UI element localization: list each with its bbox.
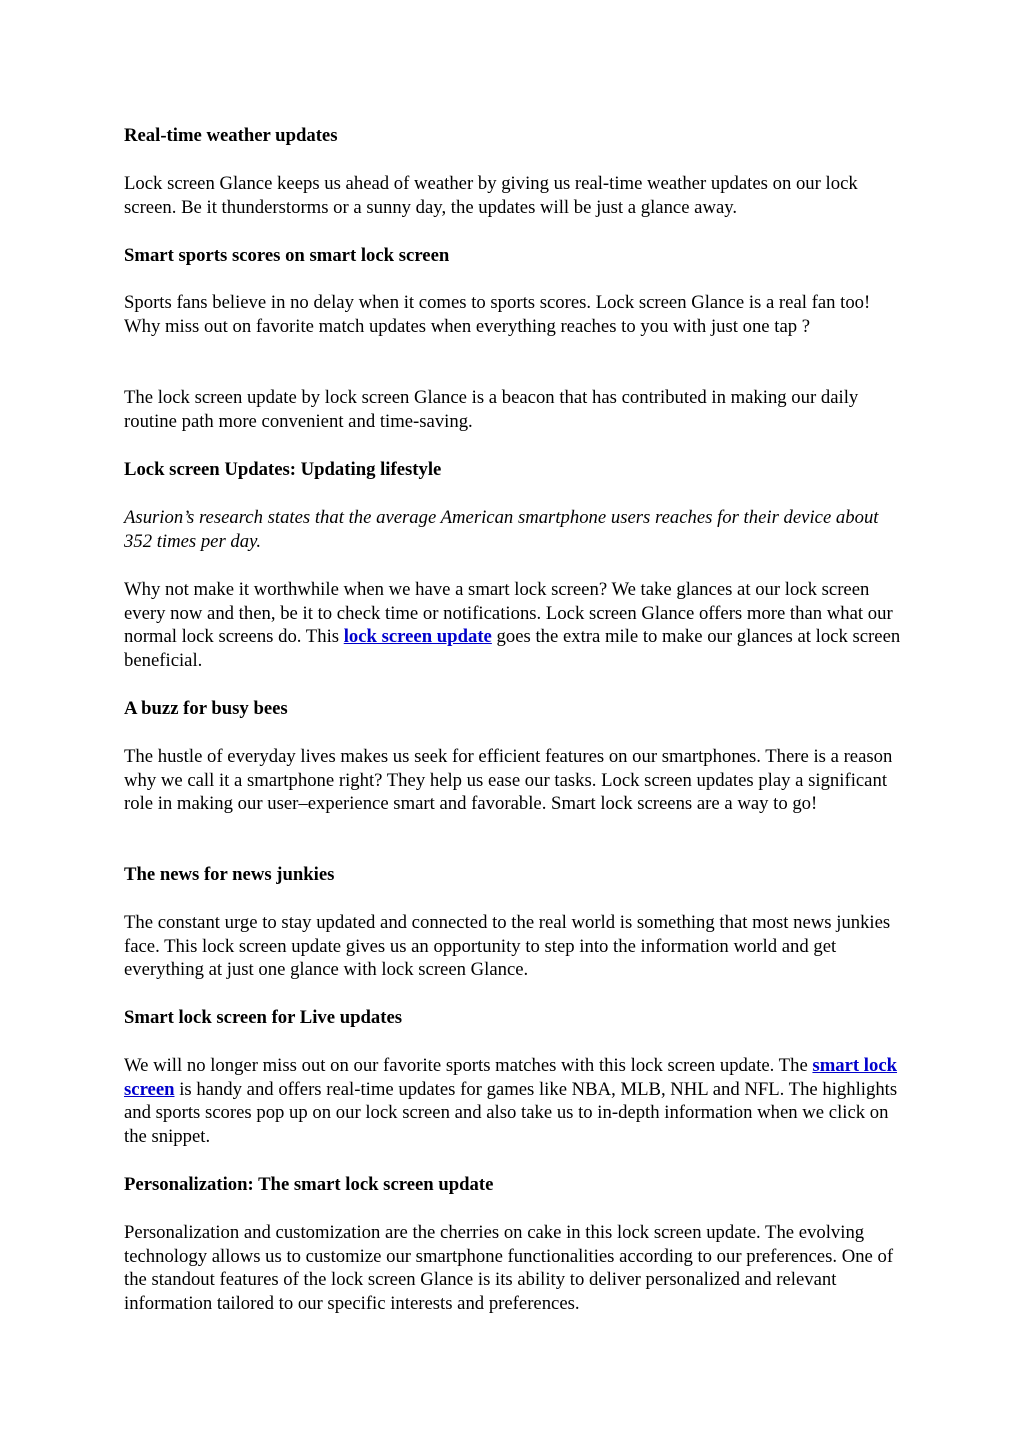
lock-screen-update-link[interactable]: lock screen update — [343, 626, 492, 648]
paragraph-personalization: Personalization and customization are the cherries on cake in this lock screen update. The evolving technology allows us to customize our smartphone functionalities according to our preferences. One of the standout features of the lock screen Glance is its ability to deliver personalized and relevant information tailored to our specific interests and preferences. — [124, 1222, 894, 1315]
paragraph-lifestyle-text-after: goes the extra mile to make our glances at lock screen beneficial. — [124, 626, 901, 672]
heading-lifestyle: Lock screen Updates: Updating lifestyle — [124, 459, 442, 480]
paragraph-live-text-before: We will no longer miss out on our favorite sports matches with this lock screen update. The — [124, 1055, 813, 1076]
paragraph-weather: Lock screen Glance keeps us ahead of weather by giving us real-time weather updates on our lock screen. Be it thunderstorms or a sunny day, the updates will be just a glance away. — [124, 173, 858, 218]
paragraph-sports-1: Sports fans believe in no delay when it comes to sports scores. Lock screen Glance is a real fan too! Why miss out on favorite match updates when everything reaches to you with just one tap ? — [124, 292, 871, 337]
smart-lock-screen-link[interactable]: smart lock screen — [124, 1055, 898, 1100]
heading-sports: Smart sports scores on smart lock screen — [124, 245, 450, 266]
paragraph-news: The constant urge to stay updated and connected to the real world is something that most news junkies face. This lock screen update gives us an opportunity to step into the information world and get everything at just one glance with lock screen Glance. — [124, 912, 891, 981]
heading-busy-bees: A buzz for busy bees — [124, 698, 288, 719]
paragraph-sports-2: The lock screen update by lock screen Glance is a beacon that has contributed in making our daily routine path more convenient and time-saving. — [124, 387, 859, 432]
heading-weather: Real-time weather updates — [124, 125, 338, 146]
paragraph-lifestyle — [124, 578, 904, 673]
paragraph-lifestyle-text-before: Why not make it worthwhile when we have a smart lock screen? We take glances at our lock screen every now and then, be it to check time or notifications. Lock screen Glance offers more than what our normal lock screens do. This — [124, 579, 893, 648]
quote-research: Asurion’s research states that the average American smartphone users reaches for their device about 352 times per day. — [124, 507, 879, 552]
paragraph-busy-bees: The hustle of everyday lives makes us seek for efficient features on our smartphones. There is a reason why we call it a smartphone right? They help us ease our tasks. Lock screen updates play a significant role in making our user–experience smart and favorable. Smart lock screens are a way to go! — [124, 746, 893, 815]
heading-personalization: Personalization: The smart lock screen update — [124, 1174, 494, 1195]
paragraph-live-text-after: is handy and offers real-time updates for games like NBA, MLB, NHL and NFL. The highlights and sports scores pop up on our lock screen and also take us to in-depth information when we click on the snippet. — [124, 1078, 898, 1148]
heading-live-updates: Smart lock screen for Live updates — [124, 1007, 403, 1028]
heading-news: The news for news junkies — [124, 864, 335, 885]
paragraph-live-updates — [124, 1054, 904, 1149]
